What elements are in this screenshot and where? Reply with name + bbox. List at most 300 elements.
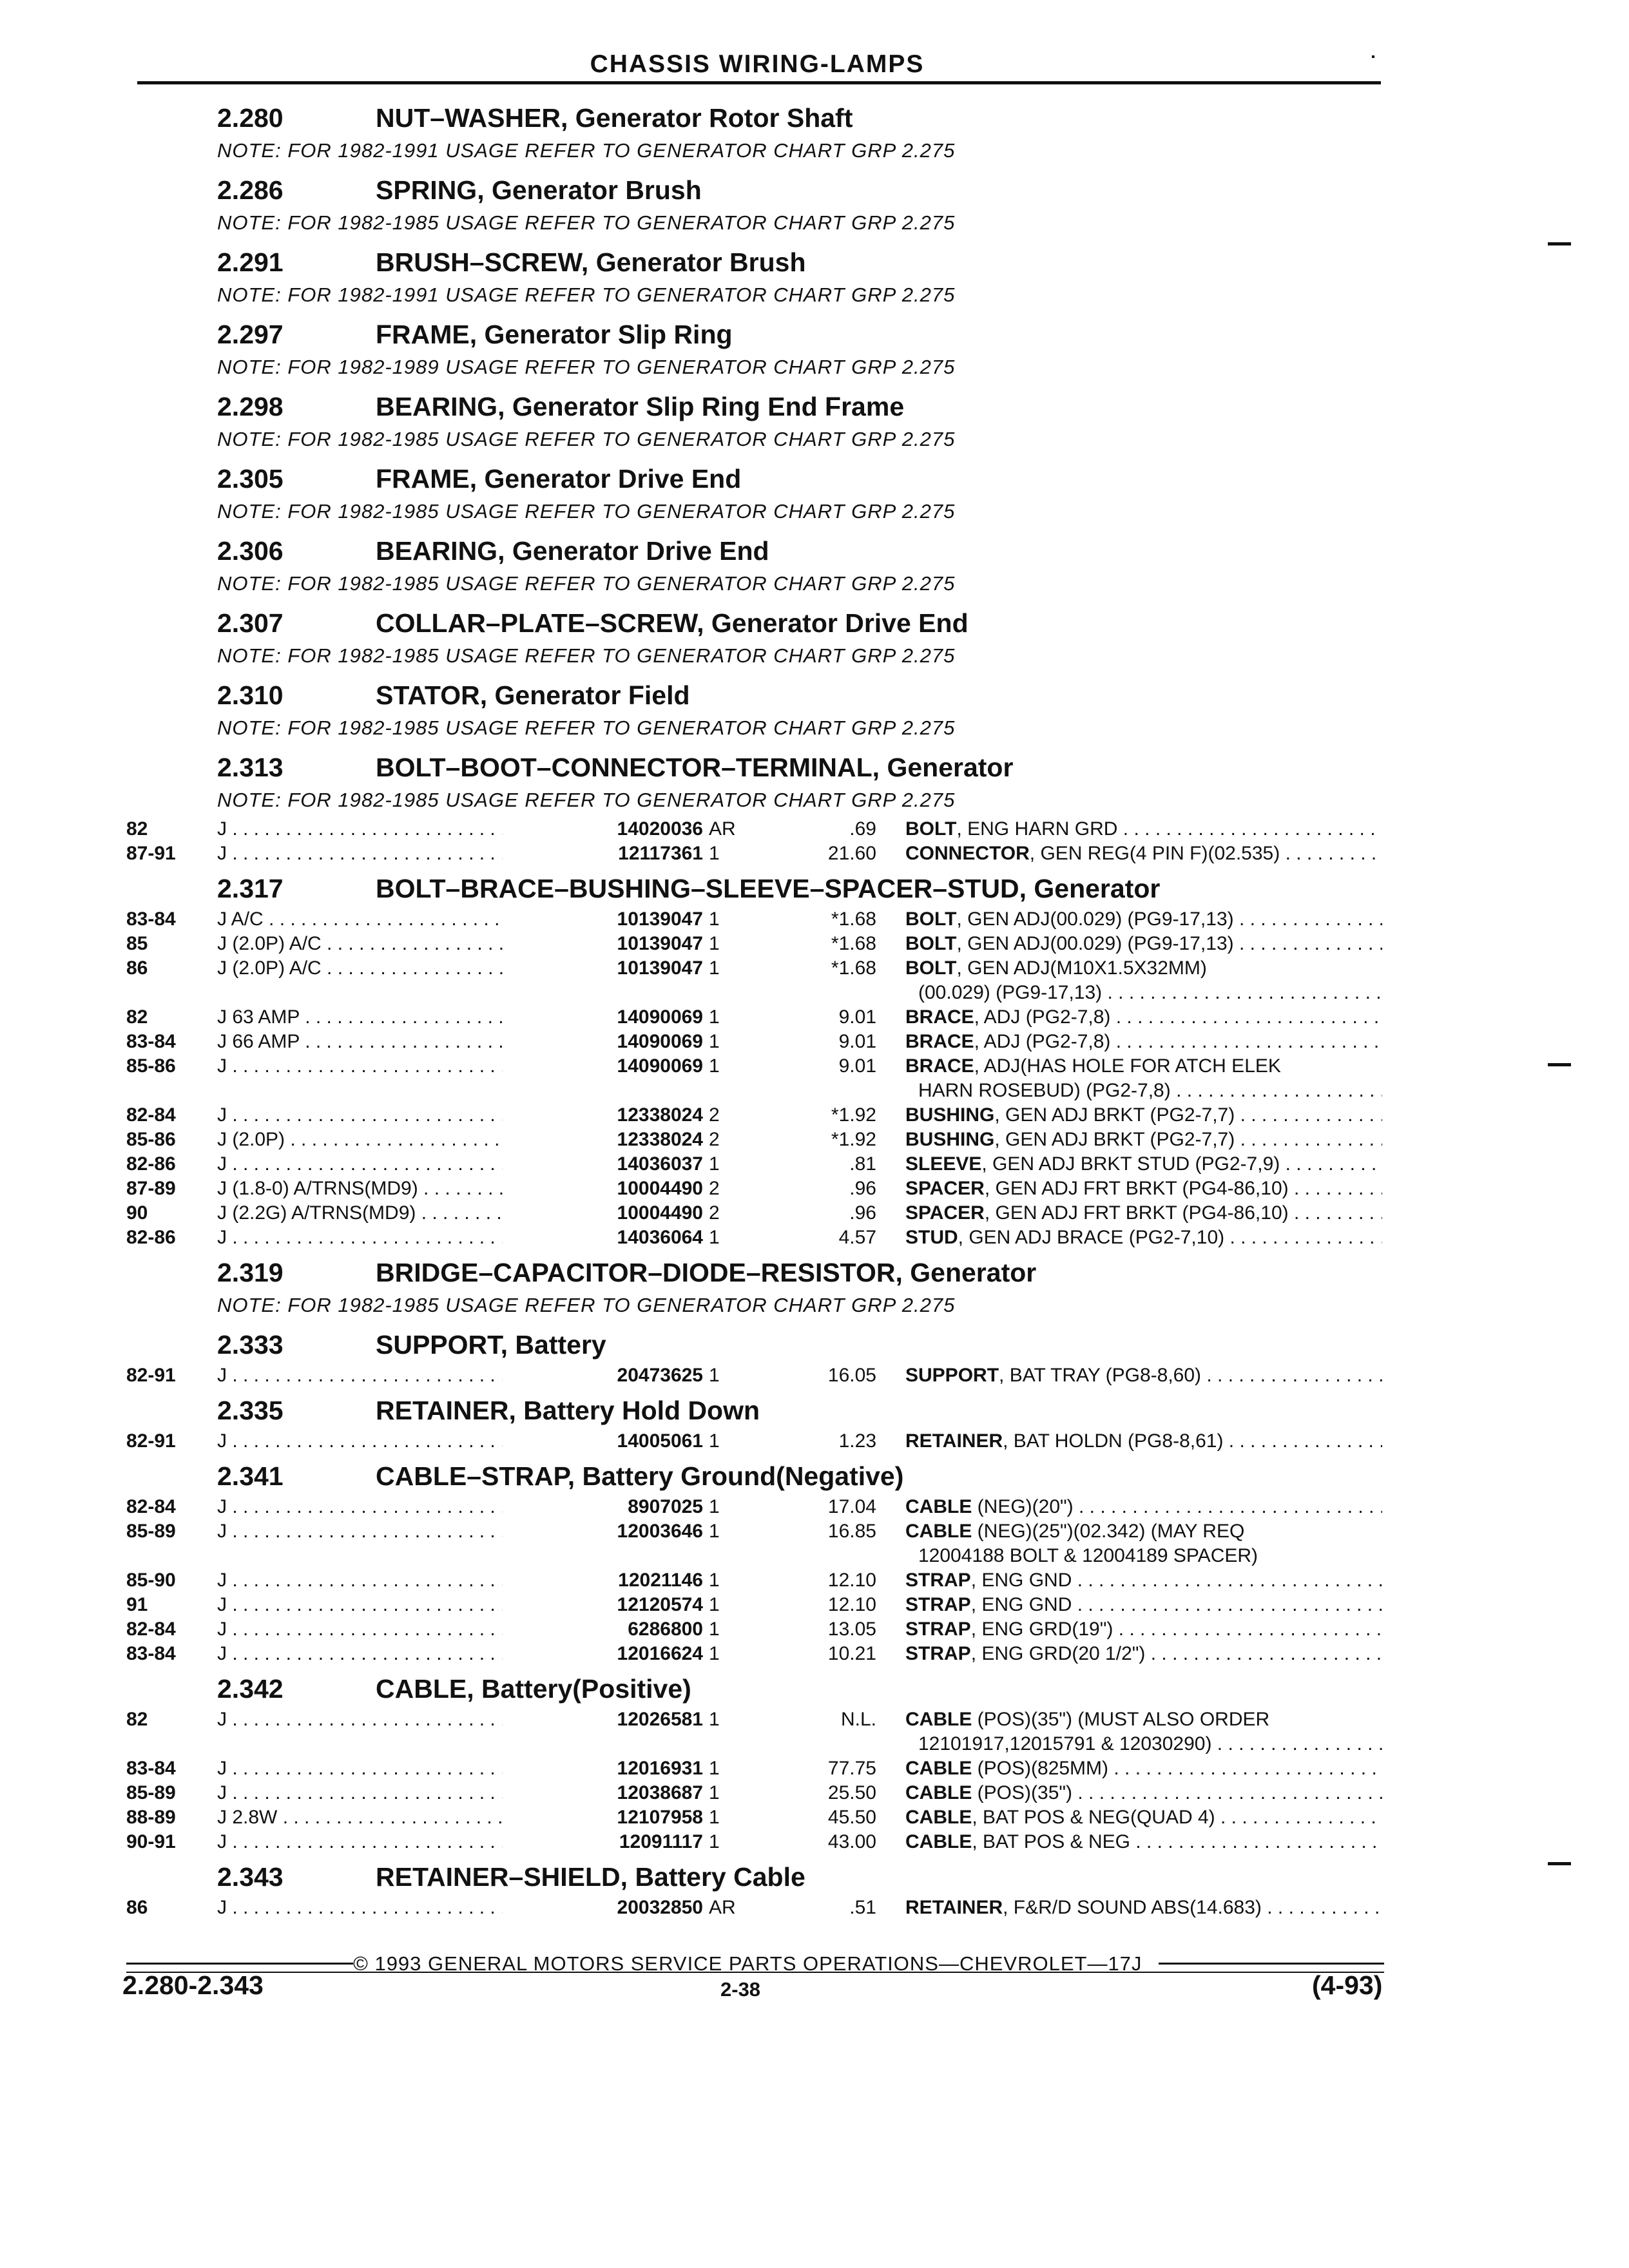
part-detail: , ENG GND . . . [971,1570,1382,1591]
part-detail: , BAT POS & NEG . . . [972,1831,1382,1852]
group-title: SPRING, Generator Brush [376,175,702,205]
group-title: RETAINER, Battery Hold Down [376,1396,760,1425]
part-number: 10004490 [503,1202,703,1224]
model-years: 83-84 [126,908,176,930]
part-number: 14036064 [503,1227,703,1249]
price: .81 [849,1153,876,1175]
part-description [905,1897,1382,1919]
part-row [0,817,1629,841]
part-row [0,1707,1629,1732]
part-detail: , GEN ADJ BRACE (PG2-7,10) . . . [958,1227,1382,1248]
group-header [0,1454,1629,1495]
model-years: 90-91 [126,1831,176,1852]
quantity: 1 [709,933,720,954]
part-name: CABLE [905,1521,972,1542]
part-detail: , BAT TRAY (PG8-8,60) . . . [999,1365,1382,1386]
group-title: BRIDGE–CAPACITOR–DIODE–RESISTOR, Generator [376,1258,1037,1287]
application: J A/C . . . [217,908,565,930]
note-text: NOTE: FOR 1982-1985 USAGE REFER TO GENERATOR CHART GRP 2.275 [217,211,956,234]
application: J . . . [217,1594,565,1616]
application: J . . . [217,1430,565,1452]
group-header [0,168,1629,209]
part-number: 12016931 [503,1758,703,1780]
price: 1.23 [838,1430,876,1452]
continuation-text: 12004188 BOLT & 12004189 SPACER) [918,1545,1258,1566]
part-description [905,1758,1382,1780]
part-number: 12038687 [503,1782,703,1804]
group-note [0,642,1629,673]
part-description [905,1643,1382,1665]
part-description [905,1202,1382,1224]
model-years: 82 [126,818,148,840]
quantity: 1 [709,1521,720,1542]
part-detail: , ADJ (PG2-7,8) . . . [974,1006,1382,1028]
group-header [0,312,1629,353]
model-years: 86 [126,1897,148,1918]
part-detail: , ENG GND . . . [971,1594,1382,1615]
part-detail: , ADJ(HAS HOLE FOR ATCH ELEK [974,1055,1281,1077]
group-header [0,601,1629,642]
model-years: 85-89 [126,1521,176,1542]
part-name: BRACE [905,1006,974,1028]
group-note [0,1291,1629,1322]
part-name: CONNECTOR [905,843,1030,864]
model-years: 82-91 [126,1365,176,1386]
application: J . . . [217,1643,565,1665]
part-row [0,1429,1629,1454]
group-number: 2.305 [217,464,284,494]
quantity: AR [709,1897,736,1918]
group-number: 2.307 [217,608,284,638]
part-row-continuation [0,1544,1629,1568]
group-number: 2.335 [217,1396,284,1425]
group-title: BOLT–BRACE–BUSHING–SLEEVE–SPACER–STUD, Generator [376,874,1161,903]
part-detail: , F&R/D SOUND ABS(14.683) . . . [1003,1897,1382,1918]
part-detail: (NEG)(25")(02.342) (MAY REQ [972,1521,1245,1542]
part-name: BOLT [905,957,957,979]
part-row [0,1152,1629,1177]
part-row [0,1593,1629,1617]
model-years: 82-86 [126,1153,176,1175]
part-detail: , ENG HARN GRD . . . [956,818,1382,840]
price: 12.10 [827,1594,876,1615]
part-description [905,1129,1382,1151]
quantity: 1 [709,1031,720,1052]
part-name: CABLE [905,1831,972,1852]
model-years: 82 [126,1006,148,1028]
group-title: CABLE, Battery(Positive) [376,1674,691,1704]
part-number: 14020036 [503,818,703,840]
part-number: 6286800 [503,1619,703,1640]
model-years: 90 [126,1202,148,1224]
application: J (2.0P) A/C . . . [217,957,565,979]
group-number: 2.317 [217,874,284,903]
price: 12.10 [827,1570,876,1591]
quantity: 1 [709,1594,720,1615]
note-text: NOTE: FOR 1982-1985 USAGE REFER TO GENERATOR CHART GRP 2.275 [217,428,956,450]
price: 21.60 [827,843,876,864]
application: J . . . [217,1758,565,1780]
price: *1.68 [831,957,876,979]
group-header [0,384,1629,425]
quantity: 1 [709,1807,720,1828]
quantity: 1 [709,1831,720,1852]
model-years: 82 [126,1709,148,1730]
price: 9.01 [838,1006,876,1028]
part-number: 12338024 [503,1104,703,1126]
part-number: 14090069 [503,1055,703,1077]
part-number: 12016624 [503,1643,703,1665]
quantity: AR [709,818,736,840]
price: *1.68 [831,908,876,930]
part-detail: , GEN ADJ FRT BRKT (PG4-86,10) . . . [985,1178,1382,1199]
part-description [905,1831,1382,1853]
group-header [0,1388,1629,1429]
application: J . . . [217,1709,565,1731]
application: J 2.8W . . . [217,1807,565,1829]
part-detail: , BAT HOLDN (PG8-8,61) . . . [1003,1430,1382,1452]
part-name: STRAP [905,1643,971,1664]
part-detail: , ENG GRD(19") . . . [971,1619,1382,1640]
price: 45.50 [827,1807,876,1828]
part-description [905,1178,1382,1200]
part-name: BOLT [905,818,957,840]
application: J . . . [217,1521,565,1542]
part-detail-continued [918,1080,1382,1102]
page-title: CHASSIS WIRING-LAMPS [590,50,925,78]
group-header [0,1250,1629,1291]
quantity: 1 [709,1055,720,1077]
price: N.L. [840,1709,876,1730]
footer-date: (4-93) [1312,1970,1383,2000]
part-row [0,1030,1629,1054]
part-name: BOLT [905,933,957,954]
group-number: 2.297 [217,320,284,349]
quantity: 2 [709,1129,720,1150]
quantity: 1 [709,1227,720,1248]
price: 10.21 [827,1643,876,1664]
part-detail: (POS)(35") . . . [972,1782,1382,1803]
note-text: NOTE: FOR 1982-1989 USAGE REFER TO GENERATOR CHART GRP 2.275 [217,356,956,378]
part-name: SPACER [905,1202,985,1224]
part-row [0,1363,1629,1388]
part-detail: , BAT POS & NEG(QUAD 4) . . . [972,1807,1382,1828]
part-row-continuation [0,1079,1629,1103]
part-row [0,1805,1629,1830]
part-detail: , GEN ADJ(M10X1.5X32MM) [956,957,1207,979]
model-years: 82-84 [126,1104,176,1126]
quantity: 1 [709,1006,720,1028]
part-detail: (POS)(825MM) . . . [972,1758,1382,1779]
application: J 63 AMP . . . [217,1006,565,1028]
group-header [0,456,1629,497]
part-description [905,843,1382,865]
note-text: NOTE: FOR 1982-1985 USAGE REFER TO GENERATOR CHART GRP 2.275 [217,716,956,739]
part-name: SLEEVE [905,1153,982,1175]
quantity: 1 [709,1643,720,1664]
part-row [0,932,1629,956]
quantity: 1 [709,1782,720,1803]
note-text: NOTE: FOR 1982-1985 USAGE REFER TO GENERATOR CHART GRP 2.275 [217,789,956,811]
continuation-text: (00.029) (PG9-17,13) . . . [918,982,1382,1003]
model-years: 85-89 [126,1782,176,1803]
group-note [0,497,1629,528]
application: J . . . [217,1831,565,1853]
quantity: 1 [709,843,720,864]
part-detail-continued [918,982,1382,1004]
price: 77.75 [827,1758,876,1779]
price: 25.50 [827,1782,876,1803]
part-description [905,1153,1382,1175]
model-years: 85-86 [126,1055,176,1077]
part-row [0,1225,1629,1250]
group-note [0,353,1629,384]
part-name: CABLE [905,1709,972,1730]
part-detail: , GEN ADJ(00.029) (PG9-17,13) . . . [956,908,1382,930]
application: J . . . [217,843,565,865]
model-years: 86 [126,957,148,979]
part-description [905,908,1382,930]
application: J . . . [217,1365,565,1387]
part-description [905,1619,1382,1640]
group-number: 2.333 [217,1330,284,1360]
application: J . . . [217,1496,565,1518]
part-description [905,1782,1382,1804]
group-number: 2.310 [217,680,284,710]
group-number: 2.291 [217,247,284,277]
part-number: 12117361 [503,843,703,865]
group-note [0,281,1629,312]
quantity: 2 [709,1104,720,1126]
group-number: 2.280 [217,103,284,133]
part-description [905,1031,1382,1053]
part-name: STRAP [905,1619,971,1640]
part-number: 14005061 [503,1430,703,1452]
part-name: BOLT [905,908,957,930]
part-number: 10004490 [503,1178,703,1200]
part-description [905,1570,1382,1591]
application: J . . . [217,1897,565,1919]
price: 16.85 [827,1521,876,1542]
part-row [0,1896,1629,1920]
group-title: COLLAR–PLATE–SCREW, Generator Drive End [376,608,969,638]
application: J . . . [217,818,565,840]
price: *1.92 [831,1129,876,1150]
part-detail: , ADJ (PG2-7,8) . . . [974,1031,1382,1052]
part-number: 12338024 [503,1129,703,1151]
part-detail: , GEN ADJ BRKT (PG2-7,7) . . . [994,1129,1382,1150]
model-years: 85-90 [126,1570,176,1591]
group-title: BRUSH–SCREW, Generator Brush [376,247,806,277]
application: J . . . [217,1227,565,1249]
price: 4.57 [838,1227,876,1248]
part-description [905,933,1382,955]
part-number: 12107958 [503,1807,703,1829]
group-number: 2.341 [217,1461,284,1491]
part-number: 12091117 [503,1831,703,1853]
part-row [0,1642,1629,1666]
quantity: 1 [709,1153,720,1175]
part-name: RETAINER [905,1430,1003,1452]
quantity: 1 [709,957,720,979]
part-detail: , ENG GRD(20 1/2") . . . [971,1643,1382,1664]
part-detail: , GEN ADJ BRKT STUD (PG2-7,9) . . . [981,1153,1382,1175]
part-row [0,1519,1629,1544]
group-note [0,209,1629,240]
group-title: BEARING, Generator Drive End [376,536,769,566]
application: J . . . [217,1153,565,1175]
part-row [0,1005,1629,1030]
price: .69 [849,818,876,840]
group-title: NUT–WASHER, Generator Rotor Shaft [376,103,853,133]
part-number: 14090069 [503,1006,703,1028]
part-row [0,1177,1629,1201]
part-number: 20473625 [503,1365,703,1387]
model-years: 87-91 [126,843,176,864]
part-description [905,1521,1382,1542]
application: J (2.2G) A/TRNS(MD9) . . . [217,1202,565,1224]
application: J (2.0P) . . . [217,1129,565,1151]
application: J (2.0P) A/C . . . [217,933,565,955]
group-header [0,528,1629,570]
parts-listing [0,95,1629,1920]
part-detail-continued [918,1733,1382,1755]
part-name: CABLE [905,1807,972,1828]
application: J . . . [217,1782,565,1804]
group-title: FRAME, Generator Slip Ring [376,320,733,349]
group-header [0,1854,1629,1896]
part-number: 8907025 [503,1496,703,1518]
part-row [0,1756,1629,1781]
model-years: 88-89 [126,1807,176,1828]
group-title: CABLE–STRAP, Battery Ground(Negative) [376,1461,904,1491]
quantity: 1 [709,1619,720,1640]
group-note [0,137,1629,168]
quantity: 1 [709,1496,720,1517]
price: *1.68 [831,933,876,954]
application: J 66 AMP . . . [217,1031,565,1053]
part-row-continuation [0,981,1629,1005]
part-name: STUD [905,1227,958,1248]
group-header [0,240,1629,281]
part-row [0,1568,1629,1593]
model-years: 87-89 [126,1178,176,1199]
part-description [905,1496,1382,1518]
part-detail: , GEN ADJ BRKT (PG2-7,7) . . . [994,1104,1382,1126]
part-name: BRACE [905,1031,974,1052]
group-header [0,745,1629,786]
part-description [905,1594,1382,1616]
group-number: 2.343 [217,1862,284,1892]
part-name: CABLE [905,1782,972,1803]
group-header [0,95,1629,137]
part-name: BUSHING [905,1104,995,1126]
part-number: 12021146 [503,1570,703,1591]
part-row [0,1495,1629,1519]
group-note [0,425,1629,456]
part-row [0,956,1629,981]
quantity: 2 [709,1202,720,1224]
group-number: 2.319 [217,1258,284,1287]
model-years: 85-86 [126,1129,176,1150]
part-row [0,1103,1629,1128]
part-number: 12026581 [503,1709,703,1731]
group-title: FRAME, Generator Drive End [376,464,742,494]
quantity: 1 [709,908,720,930]
application: J . . . [217,1055,565,1077]
part-description [905,957,1382,979]
part-number: 12003646 [503,1521,703,1542]
part-number: 12120574 [503,1594,703,1616]
part-name: CABLE [905,1496,972,1517]
part-description [905,1104,1382,1126]
model-years: 83-84 [126,1031,176,1052]
footer-rule-right [1159,1963,1384,1965]
price: 17.04 [827,1496,876,1517]
part-number: 10139047 [503,957,703,979]
note-text: NOTE: FOR 1982-1985 USAGE REFER TO GENERATOR CHART GRP 2.275 [217,644,956,667]
part-detail: , GEN ADJ(00.029) (PG9-17,13) . . . [956,933,1382,954]
application: J . . . [217,1104,565,1126]
part-detail: (NEG)(20") . . . [972,1496,1382,1517]
group-number: 2.298 [217,392,284,421]
part-name: BRACE [905,1055,974,1077]
part-description [905,1709,1382,1731]
model-years: 82-84 [126,1496,176,1517]
part-number: 20032850 [503,1897,703,1919]
group-number: 2.286 [217,175,284,205]
part-row [0,1781,1629,1805]
part-name: BUSHING [905,1129,995,1150]
continuation-text: HARN ROSEBUD) (PG2-7,8) . . . [918,1080,1382,1101]
part-number: 10139047 [503,933,703,955]
note-text: NOTE: FOR 1982-1985 USAGE REFER TO GENERATOR CHART GRP 2.275 [217,572,956,595]
application: J . . . [217,1570,565,1591]
part-row [0,1128,1629,1152]
footer-rule-left [126,1963,353,1965]
part-row [0,1830,1629,1854]
quantity: 1 [709,1709,720,1730]
header-mark [1372,55,1374,58]
header-rule [137,81,1381,84]
price: 13.05 [827,1619,876,1640]
part-name: CABLE [905,1758,972,1779]
footer-group-range: 2.280-2.343 [122,1970,264,2000]
part-description [905,1365,1382,1387]
note-text: NOTE: FOR 1982-1985 USAGE REFER TO GENERATOR CHART GRP 2.275 [217,1294,956,1316]
group-number: 2.306 [217,536,284,566]
price: *1.92 [831,1104,876,1126]
model-years: 83-84 [126,1758,176,1779]
part-description [905,818,1382,840]
part-description [905,1227,1382,1249]
part-name: RETAINER [905,1897,1003,1918]
group-title: BOLT–BOOT–CONNECTOR–TERMINAL, Generator [376,753,1014,782]
application: J . . . [217,1619,565,1640]
application: J (1.8-0) A/TRNS(MD9) . . . [217,1178,565,1200]
part-description [905,1006,1382,1028]
footer-copyright: © 1993 GENERAL MOTORS SERVICE PARTS OPERATIONS—CHEVROLET—17J [353,1952,1142,1975]
price: .96 [849,1202,876,1224]
price: 43.00 [827,1831,876,1852]
model-years: 83-84 [126,1643,176,1664]
part-number: 14090069 [503,1031,703,1053]
model-years: 82-91 [126,1430,176,1452]
part-number: 14036037 [503,1153,703,1175]
group-note [0,570,1629,601]
group-title: BEARING, Generator Slip Ring End Frame [376,392,905,421]
model-years: 82-86 [126,1227,176,1248]
